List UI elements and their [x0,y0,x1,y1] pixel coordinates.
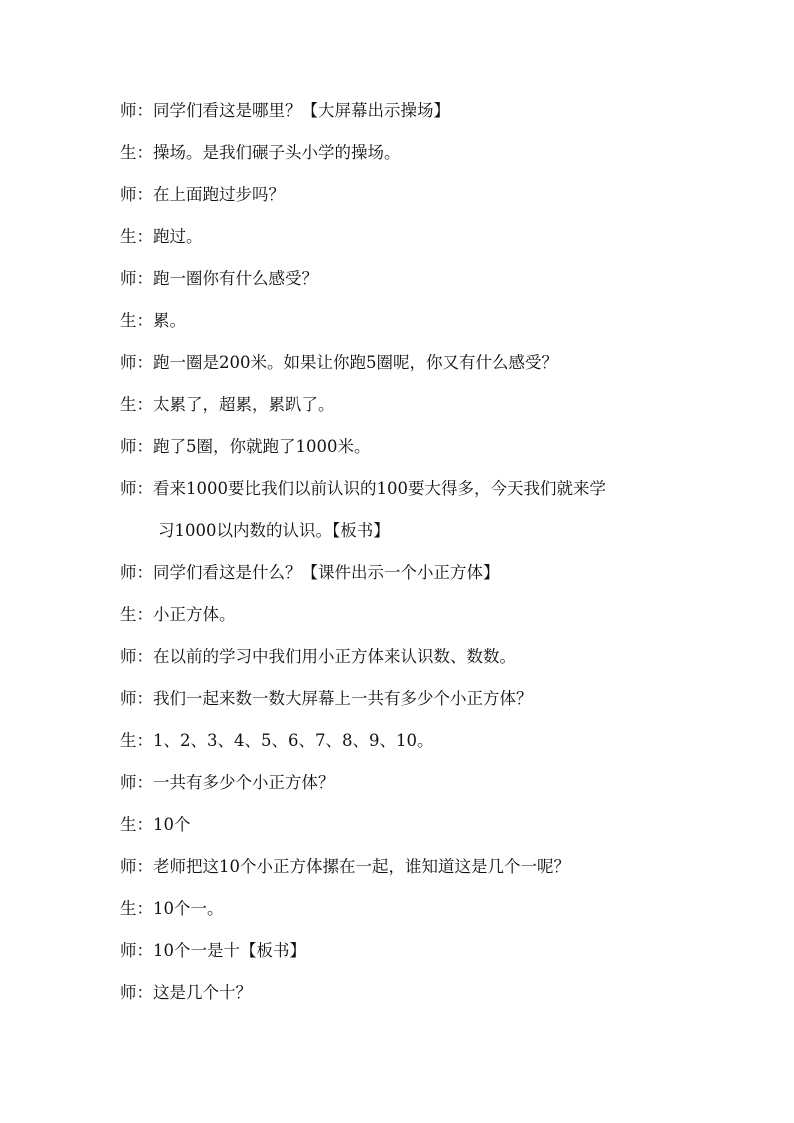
dialogue-line: 师：一共有多少个小正方体？ [120,773,335,792]
dialogue-line: 师：看来1000要比我们以前认识的100要大得多，今天我们就来学 [120,479,606,498]
dialogue-line: 师：这是几个十？ [120,983,252,1002]
dialogue-line: 生：小正方体。 [120,605,236,624]
dialogue-line: 师：在上面跑过步吗？ [120,185,285,204]
dialogue-line: 生：10个一。 [120,899,224,918]
dialogue-line: 生：1、2、3、4、5、6、7、8、9、10。 [120,731,434,750]
dialogue-line-continuation: 习1000以内数的认识。【板书】 [158,521,390,540]
dialogue-line: 生：累。 [120,311,186,330]
dialogue-line: 师：老师把这10个小正方体摞在一起，谁知道这是几个一呢？ [120,857,570,876]
dialogue-line: 师：同学们看这是哪里？【大屏幕出示操场】 [120,101,450,120]
dialogue-line: 师：跑一圈你有什么感受？ [120,269,318,288]
dialogue-line: 生：跑过。 [120,227,203,246]
dialogue-line: 师：10个一是十【板书】 [120,941,306,960]
dialogue-line: 生：太累了，超累，累趴了。 [120,395,335,414]
dialogue-line: 师：跑一圈是200米。如果让你跑5圈呢，你又有什么感受？ [120,353,558,372]
dialogue-line: 生：10个 [120,815,191,834]
dialogue-line: 师：我们一起来数一数大屏幕上一共有多少个小正方体？ [120,689,533,708]
dialogue-line: 师：跑了5圈，你就跑了1000米。 [120,437,371,456]
dialogue-transcript [120,101,680,1025]
dialogue-line: 师：在以前的学习中我们用小正方体来认识数、数数。 [120,647,516,666]
dialogue-line: 师：同学们看这是什么？【课件出示一个小正方体】 [120,563,500,582]
dialogue-line: 生：操场。是我们碾子头小学的操场。 [120,143,401,162]
